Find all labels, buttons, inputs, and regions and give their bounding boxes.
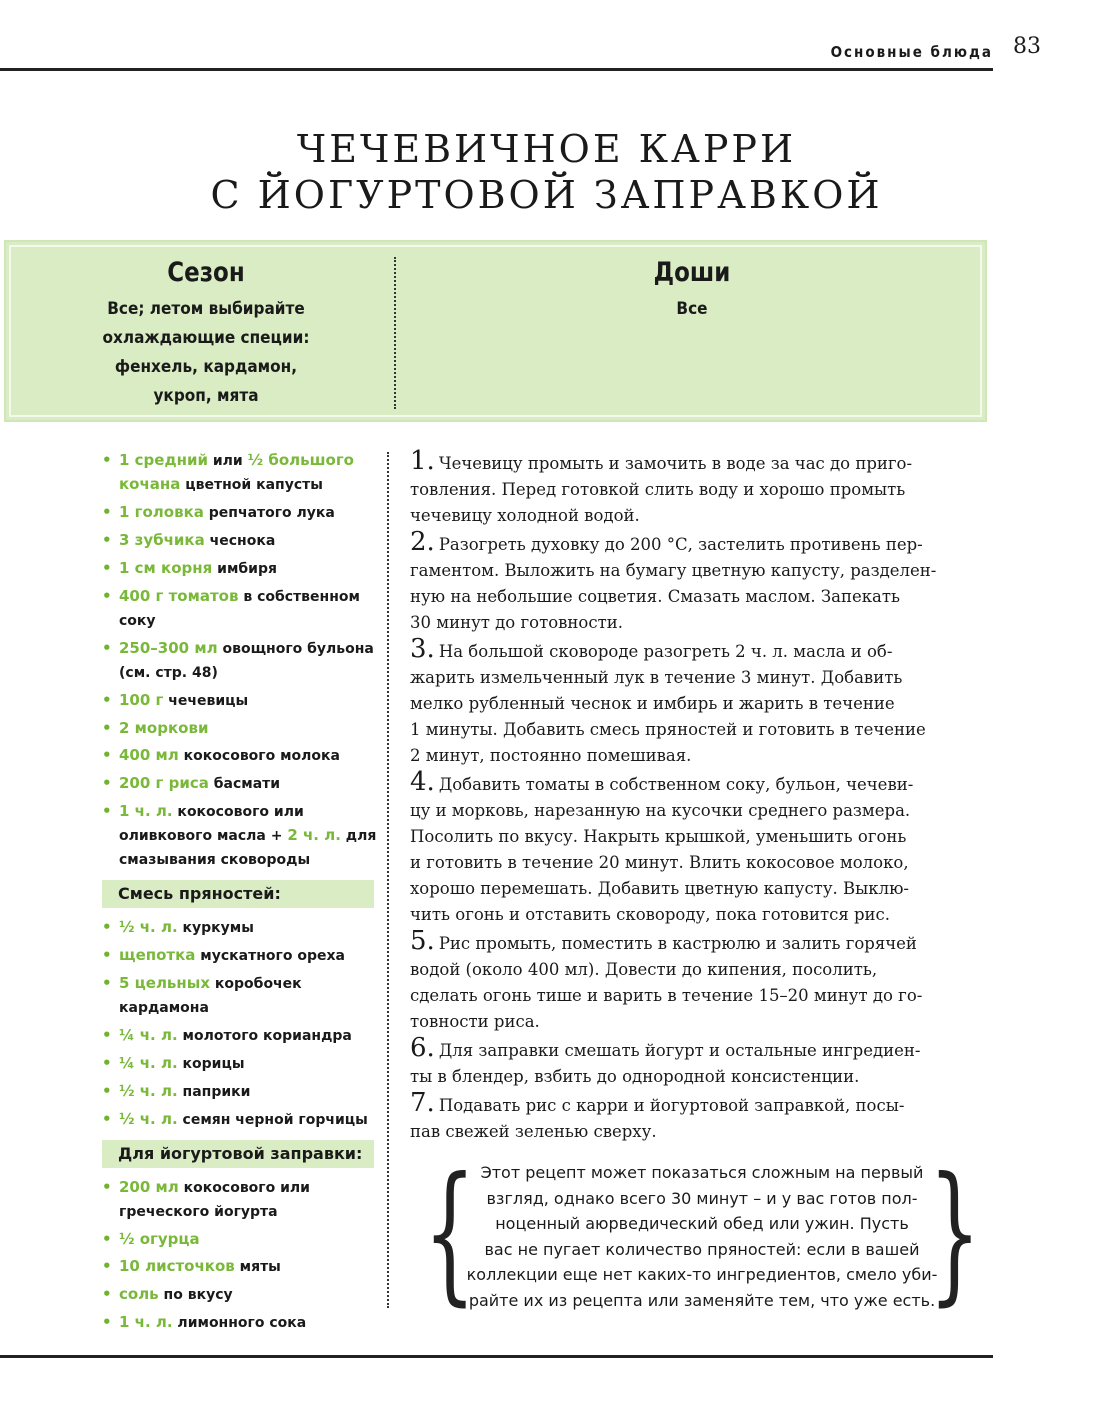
ingredient-amount: 200 мл [119, 1178, 179, 1196]
step-text: товления. Перед готовкой слить воду и хорошо промыть [410, 480, 906, 499]
bullet-icon: • [102, 1054, 112, 1072]
ingredient-item [102, 557, 382, 581]
bullet-icon: • [102, 451, 112, 469]
step-number: 4. [410, 767, 435, 797]
step-line [410, 824, 995, 850]
bullet-icon: • [102, 1257, 112, 1275]
ingredient-amount: 400 мл [119, 746, 179, 764]
bullet-icon: • [102, 918, 112, 936]
step-text: Подавать рис с карри и йогуртовой заправкой, посы- [438, 1096, 905, 1115]
ingredient-text: басмати [208, 776, 281, 792]
ingredient-text: чеснока [204, 533, 276, 549]
ingredient-text: кокосового или оливкового масла + [119, 804, 304, 844]
ingredient-amount: 5 цельных [119, 974, 211, 992]
ingredient-amount: 1 ч. л. [119, 802, 173, 820]
ingredient-item [102, 1024, 382, 1048]
ingredient-item [102, 744, 382, 768]
step-line [410, 610, 995, 636]
doshas-value: Все [676, 299, 708, 319]
tip-note [412, 1146, 992, 1320]
step-number: 2. [410, 527, 435, 557]
tip-note-line: Этот рецепт может показаться сложным на первый [480, 1163, 924, 1182]
ingredient-item [102, 916, 382, 940]
dressing-heading: Для йогуртовой заправки: [102, 1140, 374, 1168]
ingredient-item [102, 1176, 382, 1224]
bullet-icon: • [102, 1285, 112, 1303]
ingredient-item [102, 1255, 382, 1279]
season-column [51, 253, 361, 411]
step-line [410, 477, 995, 503]
tip-note-line: вас не пугает количество пряностей: если в вашей [484, 1239, 920, 1259]
step-text: товности риса. [410, 1012, 540, 1031]
step-line [410, 448, 995, 477]
step-text: мелко рубленный чеснок и имбирь и жарить в течение [410, 694, 895, 713]
step-line [410, 902, 995, 928]
bullet-icon: • [102, 946, 112, 964]
step-text: чить огонь и отставить сковороду, пока готовится рис. [410, 905, 891, 924]
ingredient-amount: 2 моркови [119, 719, 209, 737]
recipe-title [0, 126, 1093, 218]
bullet-icon: • [102, 691, 112, 709]
step-text: и готовить в течение 20 минут. Влить кокосовое молоко, [410, 853, 909, 872]
bullet-icon: • [102, 503, 112, 521]
left-brace-icon: { [423, 1146, 476, 1320]
bullet-icon: • [102, 1178, 112, 1196]
bullet-icon: • [102, 719, 112, 737]
info-box-inner [9, 245, 982, 417]
step-line [410, 665, 995, 691]
season-text-line: фенхель, кардамон, [114, 357, 298, 377]
ingredient-item [102, 637, 382, 685]
step-line [410, 983, 995, 1009]
ingredient-item [102, 972, 382, 1020]
bullet-icon: • [102, 587, 112, 605]
season-text-line: укроп, мята [153, 386, 259, 406]
step-number: 7. [410, 1088, 435, 1118]
ingredient-item [102, 772, 382, 796]
step-item [410, 1090, 995, 1145]
ingredient-text: молотого кориандра [177, 1028, 352, 1044]
ingredient-amount: ½ ч. л. [119, 1082, 178, 1100]
season-text-line: охлаждающие специи: [102, 328, 310, 348]
step-line [410, 1119, 995, 1145]
ingredient-amount: 1 см корня [119, 559, 213, 577]
ingredient-text: в собственном соку [119, 589, 360, 629]
ingredient-item [102, 1108, 382, 1132]
ingredient-amount: 2 ч. л. [287, 826, 341, 844]
step-text: ную на небольшие соцветия. Смазать маслом. Запекать [410, 587, 900, 606]
ingredient-text: по вкусу [158, 1287, 233, 1303]
bullet-icon: • [102, 1110, 112, 1128]
bullet-icon: • [102, 974, 112, 992]
section-title: Основные блюда [830, 43, 993, 61]
bullet-icon: • [102, 1082, 112, 1100]
season-text-line: Все; летом выбирайте [107, 299, 305, 319]
ingredient-amount: ½ огурца [119, 1230, 200, 1248]
step-number: 5. [410, 926, 435, 956]
ingredient-item [102, 1228, 382, 1251]
bullet-icon: • [102, 774, 112, 792]
steps-column [410, 448, 995, 1145]
ingredient-amount: ½ ч. л. [119, 1110, 178, 1128]
step-line [410, 691, 995, 717]
step-text: 2 минут, постоянно помешивая. [410, 746, 692, 765]
step-number: 3. [410, 634, 435, 664]
tip-note-text [452, 1160, 952, 1313]
ingredient-amount: щепотка [119, 946, 196, 964]
step-number: 6. [410, 1033, 435, 1063]
step-number: 1. [410, 446, 435, 476]
ingredient-item [102, 717, 382, 740]
step-line [410, 1035, 995, 1064]
ingredient-text: лимонного сока [172, 1315, 307, 1331]
ingredient-amount: ½ большого кочана [119, 451, 354, 493]
tip-note-line: ноценный аюрведический обед или ужин. Пусть [495, 1214, 909, 1233]
ingredient-amount: 100 г [119, 691, 164, 709]
page-number: 83 [1013, 34, 1041, 59]
step-text: Посолить по вкусу. Накрыть крышкой, уменьшить огонь [410, 827, 907, 846]
column-divider [387, 452, 389, 1308]
ingredient-amount: 400 г томатов [119, 587, 239, 605]
ingredient-list-main [102, 449, 382, 872]
step-text: цу и морковь, нарезанную на кусочки среднего размера. [410, 801, 911, 820]
step-text: сделать огонь тише и варить в течение 15–20 минут до го- [410, 986, 923, 1005]
step-line [410, 769, 995, 798]
step-text: гаментом. Выложить на бумагу цветную капусту, разделен- [410, 561, 937, 580]
ingredient-text: цветной капусты [180, 477, 323, 493]
step-line [410, 529, 995, 558]
bullet-icon: • [102, 746, 112, 764]
step-text: Добавить томаты в собственном соку, бульон, чечеви- [438, 775, 914, 794]
ingredient-amount: 10 листочков [119, 1257, 235, 1275]
ingredient-text: или [207, 453, 248, 469]
step-line [410, 503, 995, 529]
ingredient-text: паприки [177, 1084, 251, 1100]
ingredient-text: коробочек кардамона [119, 976, 302, 1016]
ingredient-item [102, 1052, 382, 1076]
bullet-icon: • [102, 559, 112, 577]
ingredient-amount: 250–300 мл [119, 639, 218, 657]
tip-note-line: коллекции еще нет каких-то ингредиентов, смело уби- [466, 1265, 938, 1284]
ingredient-item [102, 449, 382, 497]
ingredient-text: мяты [234, 1259, 281, 1275]
step-text: хорошо перемешать. Добавить цветную капусту. Выклю- [410, 879, 910, 898]
bullet-icon: • [102, 802, 112, 820]
step-text: Чечевицу промыть и замочить в воде за час до приго- [438, 454, 913, 473]
step-line [410, 957, 995, 983]
bullet-icon: • [102, 1026, 112, 1044]
step-line [410, 1090, 995, 1119]
ingredient-amount: соль [119, 1285, 159, 1303]
step-line [410, 558, 995, 584]
ingredient-item [102, 1080, 382, 1104]
step-line [410, 876, 995, 902]
ingredient-item [102, 689, 382, 713]
ingredient-item [102, 944, 382, 968]
step-line [410, 1064, 995, 1090]
bullet-icon: • [102, 639, 112, 657]
ingredient-text: семян черной горчицы [177, 1112, 368, 1128]
ingredient-text: чечевицы [163, 693, 249, 709]
bullet-icon: • [102, 1313, 112, 1331]
step-item [410, 1035, 995, 1090]
ingredient-text: овощного бульона (см. стр. 48) [119, 641, 374, 681]
ingredient-item [102, 585, 382, 633]
ingredient-amount: ¼ ч. л. [119, 1054, 178, 1072]
step-item [410, 928, 995, 1035]
doshas-label: Доши [653, 257, 731, 288]
ingredient-item [102, 501, 382, 525]
doshas-column [396, 253, 988, 324]
step-line [410, 743, 995, 769]
ingredient-text: корицы [177, 1056, 245, 1072]
ingredient-amount: 1 головка [119, 503, 204, 521]
ingredient-amount: 1 средний [119, 451, 208, 469]
ingredient-text: кокосового молока [178, 748, 340, 764]
ingredients-column [102, 449, 382, 1339]
tip-note-line: взгляд, однако всего 30 минут – и у вас готов пол- [486, 1188, 918, 1208]
step-text: Для заправки смешать йогурт и остальные ингредиен- [438, 1041, 921, 1060]
ingredient-item [102, 529, 382, 553]
info-box [4, 240, 987, 422]
step-text: жарить измельченный лук в течение 3 минут. Добавить [410, 668, 903, 687]
step-text: Рис промыть, поместить в кастрюлю и залить горячей [438, 934, 917, 953]
spice-heading: Смесь пряностей: [102, 880, 374, 908]
step-line [410, 1009, 995, 1035]
ingredient-amount: ¼ ч. л. [119, 1026, 178, 1044]
step-line [410, 636, 995, 665]
ingredient-text: кокосового или греческого йогурта [119, 1180, 310, 1220]
bullet-icon: • [102, 1230, 112, 1248]
step-item [410, 769, 995, 928]
step-text: чечевицу холодной водой. [410, 506, 640, 525]
step-line [410, 798, 995, 824]
step-text: Разогреть духовку до 200 °С, застелить противень пер- [438, 535, 923, 554]
step-text: ты в блендер, взбить до однородной консистенции. [410, 1067, 860, 1086]
step-item [410, 448, 995, 529]
ingredient-item [102, 800, 382, 872]
ingredient-text: имбиря [212, 561, 277, 577]
ingredient-item [102, 1283, 382, 1307]
season-label: Сезон [167, 257, 245, 288]
step-line [410, 717, 995, 743]
tip-note-line: райте их из рецепта или заменяйте тем, что уже есть. [468, 1290, 936, 1310]
header-rule [0, 68, 993, 71]
step-line [410, 850, 995, 876]
ingredient-amount: ½ ч. л. [119, 918, 178, 936]
ingredient-amount: 1 ч. л. [119, 1313, 173, 1331]
ingredient-list-dressing [102, 1176, 382, 1335]
right-brace-icon: } [928, 1146, 981, 1320]
recipe-title-line: ЧЕЧЕВИЧНОЕ КАРРИ [296, 127, 797, 171]
ingredient-text: репчатого лука [203, 505, 335, 521]
step-text: 1 минуты. Добавить смесь пряностей и готовить в течение [410, 720, 926, 739]
step-line [410, 584, 995, 610]
ingredient-text: куркумы [177, 920, 254, 936]
ingredient-item [102, 1311, 382, 1335]
step-item [410, 636, 995, 769]
step-text: 30 минут до готовности. [410, 613, 623, 632]
footer-rule [0, 1355, 993, 1358]
ingredient-list-spices [102, 916, 382, 1132]
bullet-icon: • [102, 531, 112, 549]
step-line [410, 928, 995, 957]
ingredient-amount: 3 зубчика [119, 531, 205, 549]
step-item [410, 529, 995, 636]
step-text: водой (около 400 мл). Довести до кипения, посолить, [410, 960, 878, 979]
recipe-title-line: С ЙОГУРТОВОЙ ЗАПРАВКОЙ [210, 173, 883, 217]
step-text: На большой сковороде разогреть 2 ч. л. масла и об- [438, 642, 893, 661]
ingredient-amount: 200 г риса [119, 774, 209, 792]
step-text: пав свежей зеленью сверху. [410, 1122, 657, 1141]
season-text [67, 295, 346, 411]
ingredient-text: мускатного ореха [195, 948, 345, 964]
ingredient-text: для смазывания сковороды [119, 828, 377, 868]
